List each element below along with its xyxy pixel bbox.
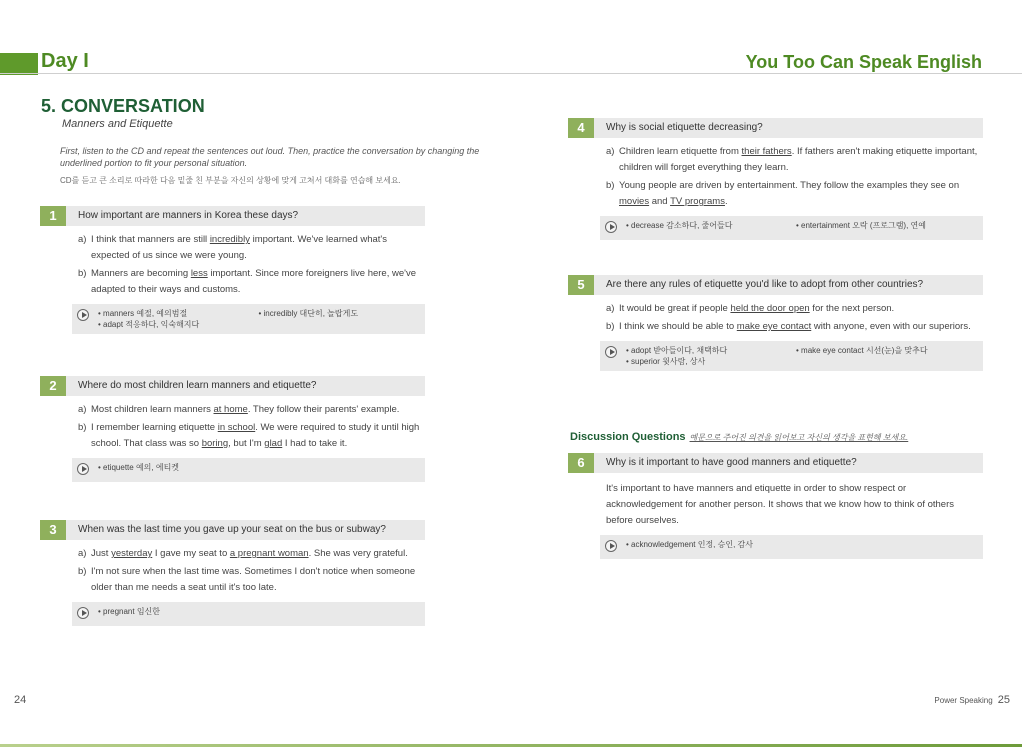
vocab-item: • decrease 감소하다, 줄어들다 [626, 221, 733, 230]
question-number-badge: 1 [40, 206, 66, 226]
discussion-block [568, 453, 983, 559]
underlined-phrase: less [190, 268, 208, 279]
answer-fragment: I remember learning etiquette [91, 422, 218, 433]
vocab-item: • superior 윗사람, 상사 [626, 357, 706, 366]
vocab-item: • entertainment 오락 (프로그램), 연예 [796, 221, 926, 230]
answer-text [619, 144, 983, 176]
answer-text [91, 402, 425, 418]
answer-label: a) [78, 234, 87, 245]
answer-fragment: Young people are driven by entertainment. They follow the examples they see on [619, 180, 960, 191]
day-color-bar [0, 53, 38, 75]
audio-play-icon[interactable] [77, 607, 89, 619]
answer-text [91, 564, 425, 596]
answer-list [78, 232, 425, 298]
answer-fragment: important. Since more foreigners live here, we've adapted to their ways and customs. [91, 268, 416, 295]
answer-text [91, 266, 425, 298]
question-block-1 [40, 206, 425, 334]
vocab-row [98, 319, 419, 330]
answer-fragment: I think that manners are still [91, 234, 210, 245]
answer-item [78, 232, 425, 264]
answer-text [619, 319, 983, 335]
question-text: Why is it important to have good manners and etiquette? [606, 457, 857, 468]
answer-text [619, 178, 983, 210]
answer-item [606, 319, 983, 335]
audio-play-icon[interactable] [77, 309, 89, 321]
underlined-phrase: their fathers [741, 146, 792, 157]
question-header [40, 520, 425, 540]
answer-fragment: I think we should be able to [619, 321, 737, 332]
answer-fragment: Manners are becoming [91, 268, 191, 279]
vocab-item: • adapt 적응하다, 익숙해지다 [98, 320, 200, 329]
question-number-badge: 4 [568, 118, 594, 138]
vocab-item: • pregnant 임신한 [98, 607, 161, 616]
answer-fragment: Children learn etiquette from [619, 146, 742, 157]
vocab-row [98, 308, 419, 319]
underlined-phrase: movies [619, 196, 650, 207]
vocab-item: • incredibly 대단히, 놀랍게도 [258, 309, 359, 318]
question-text: Are there any rules of etiquette you'd like to adopt from other countries? [606, 279, 924, 290]
answer-list [606, 144, 983, 210]
answer-fragment: I'm not sure when the last time was. Sometimes I don't notice when someone older than me needs a seat until it's too late. [91, 566, 416, 593]
underlined-phrase: yesterday [111, 548, 153, 559]
vocab-box [72, 304, 425, 334]
answer-fragment: . She was very grateful. [308, 548, 408, 559]
vocab-row [626, 539, 977, 550]
question-header [568, 118, 983, 138]
vocab-row [626, 220, 977, 231]
vocab-item: • acknowledgement 인정, 승인, 감사 [626, 540, 753, 549]
underlined-phrase: held the door open [730, 303, 810, 314]
underlined-phrase: at home [213, 404, 248, 415]
answer-fragment: with anyone, even with our superiors. [811, 321, 971, 332]
answer-label: a) [606, 303, 615, 314]
discussion-title [570, 431, 908, 443]
answer-item [606, 144, 983, 176]
answer-label: a) [606, 146, 615, 157]
book-title: You Too Can Speak English [745, 52, 982, 72]
answer-label: a) [78, 548, 87, 559]
day-title: Day I [41, 50, 89, 72]
vocab-row [626, 356, 977, 367]
answer-item [78, 420, 425, 452]
vocab-item: • adopt 받아들이다, 채택하다 [626, 346, 728, 355]
answer-text [91, 546, 425, 562]
underlined-phrase: a pregnant woman [229, 548, 309, 559]
answer-text [91, 232, 425, 264]
answer-label: b) [78, 566, 87, 577]
answer-list [78, 402, 425, 452]
answer-item [606, 301, 983, 317]
section-subtitle: Manners and Etiquette [62, 118, 173, 130]
answer-fragment: Most children learn manners [91, 404, 214, 415]
audio-play-icon[interactable] [605, 346, 617, 358]
vocab-item: • manners 예절, 예의범절 [98, 309, 188, 318]
question-header [40, 376, 425, 396]
discussion-answer: It's important to have manners and etiquette in order to show respect or acknowledgement for another person. It shows that we know how to think of others before ourselves. [606, 483, 954, 526]
answer-label: b) [606, 180, 615, 191]
page-number-right [934, 694, 1010, 706]
vocab-row [98, 462, 419, 473]
answer-label: b) [78, 268, 87, 279]
underlined-phrase: in school [217, 422, 256, 433]
underlined-phrase: make eye contact [736, 321, 812, 332]
vocab-item: • make eye contact 시선(눈)을 맞추다 [796, 346, 928, 355]
question-text: When was the last time you gave up your seat on the bus or subway? [78, 524, 386, 535]
question-block-2 [40, 376, 425, 482]
answer-label: b) [606, 321, 615, 332]
discussion-subtitle: 예문으로 주어진 의견을 읽어보고 자신의 생각을 표현해 보세요. [689, 433, 909, 442]
underlined-phrase: TV programs [670, 196, 725, 207]
answer-fragment: . [724, 196, 728, 207]
underlined-phrase: incredibly [209, 234, 250, 245]
vocab-item: • etiquette 예의, 에티켓 [98, 463, 180, 472]
page-number-right-value: 25 [997, 694, 1010, 706]
question-block-3 [40, 520, 425, 626]
answer-list [78, 546, 425, 596]
vocab-box [600, 341, 983, 371]
discussion-title-text: Discussion Questions [570, 431, 686, 443]
footer-rule [0, 744, 1022, 747]
answer-fragment: important. We've learned what's expected of us since we were young. [91, 234, 387, 261]
answer-fragment: for the next person. [809, 303, 895, 314]
question-number-badge: 3 [40, 520, 66, 540]
answer-fragment: , but I'm [228, 438, 265, 449]
question-header [40, 206, 425, 226]
vocab-box [600, 535, 983, 559]
answer-item [78, 402, 425, 418]
vocab-row [98, 606, 419, 617]
question-block-4 [568, 118, 983, 240]
underlined-phrase: glad [264, 438, 283, 449]
book-name: Power Speaking [934, 696, 993, 705]
answer-fragment: . If fathers aren't making etiquette important, children will forget everything they learn. [619, 146, 978, 173]
section-title: 5. CONVERSATION [41, 96, 205, 116]
vocab-box [72, 602, 425, 626]
question-number-badge: 6 [568, 453, 594, 473]
answer-item [78, 266, 425, 298]
audio-play-icon[interactable] [77, 463, 89, 475]
question-header [568, 453, 983, 473]
audio-play-icon[interactable] [605, 221, 617, 233]
answer-list [606, 301, 983, 335]
answer-fragment: It would be great if people [619, 303, 731, 314]
underlined-phrase: boring [201, 438, 229, 449]
vocab-row [626, 345, 977, 356]
answer-fragment: . They follow their parents' example. [247, 404, 400, 415]
answer-fragment: and [649, 196, 671, 207]
answer-label: b) [78, 422, 87, 433]
question-header [568, 275, 983, 295]
answer-item [78, 546, 425, 562]
answer-fragment: . We were required to study it until high school. That class was so [91, 422, 420, 449]
question-text: How important are manners in Korea these days? [78, 210, 299, 221]
answer-item [606, 178, 983, 210]
question-block-5 [568, 275, 983, 371]
header-divider [0, 73, 1022, 74]
answer-fragment: I had to take it. [282, 438, 348, 449]
page-number-left: 24 [14, 694, 27, 706]
answer-fragment: I gave my seat to [152, 548, 230, 559]
answer-text [619, 301, 983, 317]
answer-fragment: Just [91, 548, 112, 559]
question-number-badge: 5 [568, 275, 594, 295]
audio-play-icon[interactable] [605, 540, 617, 552]
answer-item [78, 564, 425, 596]
question-number-badge: 2 [40, 376, 66, 396]
vocab-box [600, 216, 983, 240]
question-text: Why is social etiquette decreasing? [606, 122, 763, 133]
answer-text [91, 420, 425, 452]
vocab-box [72, 458, 425, 482]
question-text: Where do most children learn manners and etiquette? [78, 380, 317, 391]
instructions-korean: CD를 듣고 큰 소리로 따라한 다음 밑줄 친 부분을 자신의 상황에 맞게 고쳐서 대화를 연습해 보세요. [60, 176, 401, 185]
instructions-english: First, listen to the CD and repeat the sentences out loud. Then, practice the conversation by changing the underlined portion to fit your personal situation. [60, 146, 480, 168]
answer-label: a) [78, 404, 87, 415]
